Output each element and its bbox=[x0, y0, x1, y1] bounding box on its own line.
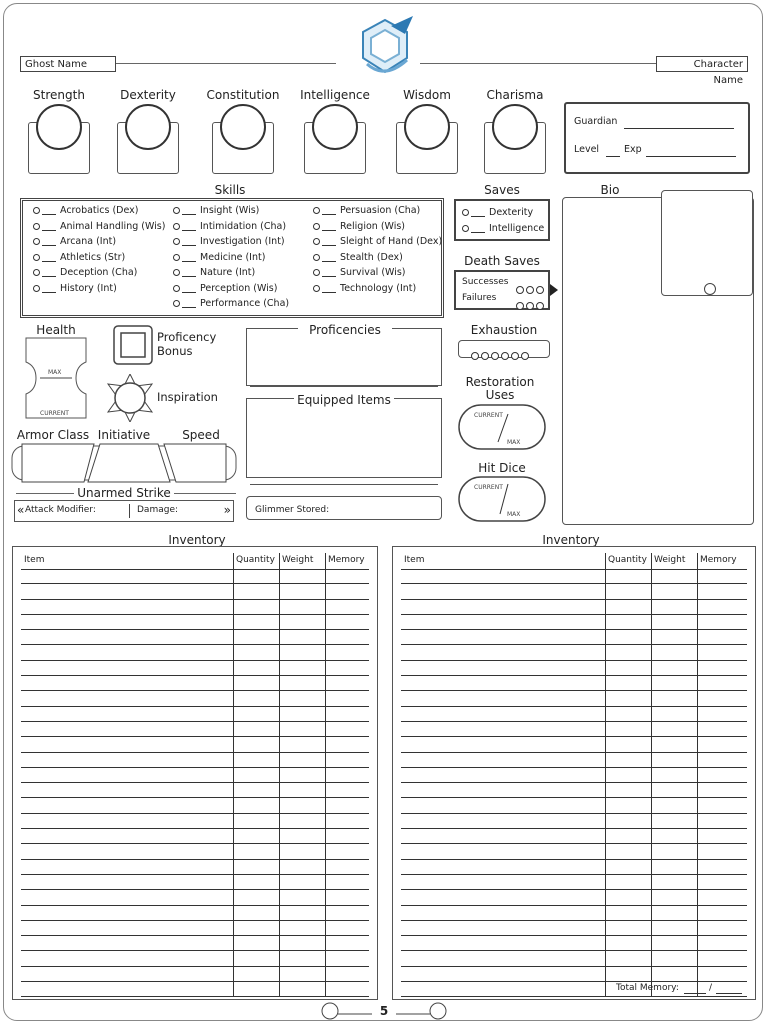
table-row[interactable] bbox=[21, 875, 369, 890]
table-row[interactable] bbox=[401, 814, 747, 829]
table-row[interactable] bbox=[401, 890, 747, 905]
table-row[interactable] bbox=[21, 936, 369, 951]
page-number: 5 bbox=[379, 1004, 389, 1018]
skills-column-1 bbox=[33, 203, 165, 296]
skill-modifier-blank[interactable] bbox=[322, 253, 336, 262]
skill-label: Persuasion (Cha) bbox=[340, 205, 421, 216]
damage-label: Damage: bbox=[137, 505, 179, 515]
skill-performance[interactable] bbox=[173, 296, 289, 312]
exhaustion-bubble-2[interactable] bbox=[481, 352, 489, 360]
table-row[interactable] bbox=[21, 951, 369, 966]
ghost-emblem-logo bbox=[355, 14, 415, 80]
table-row[interactable] bbox=[21, 906, 369, 921]
inventory-header bbox=[401, 553, 747, 570]
proficiency-bubble[interactable] bbox=[173, 300, 180, 307]
table-row[interactable] bbox=[401, 737, 747, 752]
exp-input[interactable] bbox=[646, 156, 736, 157]
skill-arcana[interactable] bbox=[33, 234, 165, 250]
portrait-lock-icon bbox=[704, 283, 716, 295]
exhaustion-bubble-1[interactable] bbox=[471, 352, 479, 360]
guardian-box bbox=[564, 102, 750, 174]
death-saves-box bbox=[454, 270, 550, 310]
inventory-column-weight: Weight bbox=[282, 555, 314, 565]
ability-dexterity-score[interactable] bbox=[125, 104, 171, 150]
table-row[interactable] bbox=[401, 707, 747, 722]
ability-constitution-score[interactable] bbox=[220, 104, 266, 150]
table-row[interactable] bbox=[401, 875, 747, 890]
table-row[interactable] bbox=[21, 890, 369, 905]
skill-animal-handling[interactable] bbox=[33, 219, 165, 235]
save-modifier-blank[interactable] bbox=[471, 224, 485, 233]
failure-bubbles bbox=[514, 295, 544, 314]
skill-sleight-of-hand[interactable] bbox=[313, 234, 442, 250]
hit-dice-title: Hit Dice bbox=[478, 461, 526, 475]
attack-modifier-label: Attack Modifier: bbox=[25, 505, 96, 515]
hit-dice-frame[interactable] bbox=[456, 474, 548, 524]
success-bubble-2[interactable] bbox=[526, 286, 534, 294]
table-row[interactable] bbox=[21, 967, 369, 982]
skill-label: Insight (Wis) bbox=[200, 205, 260, 216]
inventory-column-divider bbox=[279, 553, 280, 997]
skill-modifier-blank[interactable] bbox=[322, 237, 336, 246]
failure-bubble-2[interactable] bbox=[526, 302, 534, 310]
chevron-right-icon: » bbox=[223, 503, 231, 517]
unarmed-strike-box bbox=[14, 500, 234, 522]
inventory-header bbox=[21, 553, 369, 570]
table-row[interactable] bbox=[21, 707, 369, 722]
inventory-column-quantity: Quantity bbox=[236, 555, 275, 565]
table-row[interactable] bbox=[401, 676, 747, 691]
table-row[interactable] bbox=[21, 860, 369, 875]
skill-modifier-blank[interactable] bbox=[42, 268, 56, 277]
inventory-column-memory: Memory bbox=[700, 555, 737, 565]
save-dexterity[interactable] bbox=[462, 205, 533, 221]
proficiency-bubble[interactable] bbox=[313, 269, 320, 276]
table-row[interactable] bbox=[401, 569, 747, 584]
total-memory-max-input[interactable] bbox=[716, 993, 742, 994]
skill-modifier-blank[interactable] bbox=[42, 237, 56, 246]
skill-modifier-blank[interactable] bbox=[182, 206, 196, 215]
restoration-max-label: MAX bbox=[507, 439, 521, 446]
table-row[interactable] bbox=[21, 737, 369, 752]
inventory-column-divider bbox=[651, 553, 652, 997]
table-row[interactable] bbox=[21, 844, 369, 859]
inventory-column-quantity: Quantity bbox=[608, 555, 647, 565]
table-row[interactable] bbox=[21, 630, 369, 645]
table-row[interactable] bbox=[21, 768, 369, 783]
combat-stats-frame bbox=[8, 440, 240, 486]
skill-history[interactable] bbox=[33, 281, 165, 297]
ghost-name-label: Ghost Name bbox=[25, 59, 88, 70]
skill-stealth[interactable] bbox=[313, 250, 442, 266]
table-row[interactable] bbox=[21, 814, 369, 829]
proficiencies-base bbox=[250, 386, 438, 387]
skill-modifier-blank[interactable] bbox=[322, 222, 336, 231]
save-intelligence[interactable] bbox=[462, 221, 544, 237]
skill-medicine[interactable] bbox=[173, 250, 289, 266]
failures-label: Failures bbox=[462, 293, 497, 303]
save-modifier-blank[interactable] bbox=[471, 208, 485, 217]
proficiency-bubble[interactable] bbox=[173, 207, 180, 214]
proficiency-bubble[interactable] bbox=[173, 254, 180, 261]
inspiration-frame[interactable] bbox=[106, 374, 154, 422]
table-row[interactable] bbox=[21, 676, 369, 691]
proficiency-bubble[interactable] bbox=[313, 254, 320, 261]
exhaustion-bubble-5[interactable] bbox=[511, 352, 519, 360]
failure-bubble-1[interactable] bbox=[516, 302, 524, 310]
table-row[interactable] bbox=[21, 600, 369, 615]
proficiency-bubble[interactable] bbox=[33, 238, 40, 245]
table-row[interactable] bbox=[401, 661, 747, 676]
ability-charisma-label: Charisma bbox=[486, 88, 544, 102]
skill-modifier-blank[interactable] bbox=[42, 253, 56, 262]
table-row[interactable] bbox=[401, 921, 747, 936]
proficiency-bubble[interactable] bbox=[313, 238, 320, 245]
table-row[interactable] bbox=[401, 722, 747, 737]
exp-label: Exp bbox=[624, 144, 642, 155]
proficiency-title-line2: Bonus bbox=[157, 344, 193, 358]
skill-modifier-blank[interactable] bbox=[322, 284, 336, 293]
guardian-label: Guardian bbox=[574, 116, 618, 127]
total-memory-label: Total Memory: bbox=[616, 983, 679, 993]
ability-constitution-label: Constitution bbox=[206, 88, 280, 102]
skill-label: Athletics (Str) bbox=[60, 251, 126, 263]
table-row[interactable] bbox=[401, 951, 747, 966]
inventory-column-weight: Weight bbox=[654, 555, 686, 565]
character-name-field[interactable] bbox=[656, 56, 748, 86]
skill-label: Deception (Cha) bbox=[60, 267, 138, 278]
skill-label: Perception (Wis) bbox=[200, 282, 278, 294]
skill-modifier-blank[interactable] bbox=[42, 222, 56, 231]
inventory-rows bbox=[401, 569, 747, 997]
skill-modifier-blank[interactable] bbox=[42, 284, 56, 293]
table-row[interactable] bbox=[21, 722, 369, 737]
skills-column-3 bbox=[313, 203, 442, 296]
skill-modifier-blank[interactable] bbox=[182, 284, 196, 293]
skills-column-2 bbox=[173, 203, 289, 312]
table-row[interactable] bbox=[401, 844, 747, 859]
inventory-right-title: Inventory bbox=[542, 533, 600, 547]
inventory-table-right bbox=[392, 546, 756, 1000]
proficiency-bubble[interactable] bbox=[33, 285, 40, 292]
save-bubble[interactable] bbox=[462, 209, 469, 216]
inventory-table-left bbox=[12, 546, 378, 1000]
save-label: Intelligence bbox=[489, 223, 545, 234]
total-memory-slash: / bbox=[709, 983, 713, 993]
table-row[interactable] bbox=[21, 615, 369, 630]
skill-label: Arcana (Int) bbox=[60, 236, 117, 247]
skill-investigation[interactable] bbox=[173, 234, 289, 250]
guardian-input[interactable] bbox=[624, 128, 734, 129]
skill-perception[interactable] bbox=[173, 281, 289, 297]
table-row[interactable] bbox=[401, 645, 747, 660]
header-rule-left bbox=[116, 63, 336, 64]
table-row[interactable] bbox=[401, 630, 747, 645]
skill-label: Acrobatics (Dex) bbox=[60, 205, 139, 216]
proficiency-bonus-frame[interactable] bbox=[112, 324, 154, 366]
table-row[interactable] bbox=[21, 645, 369, 660]
exhaustion-track bbox=[458, 340, 550, 358]
skill-acrobatics[interactable] bbox=[33, 203, 165, 219]
hit-dice-current-label: CURRENT bbox=[474, 484, 503, 491]
table-row[interactable] bbox=[401, 615, 747, 630]
proficiency-bubble[interactable] bbox=[313, 223, 320, 230]
exhaustion-bubble-3[interactable] bbox=[491, 352, 499, 360]
chevron-left-icon: « bbox=[17, 503, 25, 517]
restoration-current-label: CURRENT bbox=[474, 412, 503, 419]
skill-deception[interactable] bbox=[33, 265, 165, 281]
ability-intelligence-score[interactable] bbox=[312, 104, 358, 150]
armor-class-title: Armor Class bbox=[16, 428, 90, 442]
table-row[interactable] bbox=[401, 691, 747, 706]
header-rule-right bbox=[420, 63, 656, 64]
exhaustion-title: Exhaustion bbox=[470, 323, 538, 337]
ability-intelligence-label: Intelligence bbox=[300, 88, 370, 102]
health-title: Health bbox=[36, 323, 76, 337]
table-row[interactable] bbox=[21, 921, 369, 936]
skill-label: Stealth (Dex) bbox=[340, 251, 403, 263]
table-row[interactable] bbox=[401, 829, 747, 844]
ability-dexterity-label: Dexterity bbox=[120, 88, 176, 102]
skill-nature[interactable] bbox=[173, 265, 289, 281]
skill-label: Religion (Wis) bbox=[340, 220, 406, 232]
inventory-column-divider bbox=[233, 553, 234, 997]
skill-label: Intimidation (Cha) bbox=[200, 220, 287, 232]
health-frame bbox=[20, 336, 92, 420]
exhaustion-bubble-4[interactable] bbox=[501, 352, 509, 360]
inventory-column-memory: Memory bbox=[328, 555, 365, 565]
table-row[interactable] bbox=[401, 600, 747, 615]
table-row[interactable] bbox=[401, 936, 747, 951]
skill-athletics[interactable] bbox=[33, 250, 165, 266]
inventory-column-item: Item bbox=[24, 555, 45, 565]
proficiency-bubble[interactable] bbox=[33, 207, 40, 214]
proficiency-bubble[interactable] bbox=[313, 285, 320, 292]
equipped-items-title: Equipped Items bbox=[294, 393, 394, 407]
glimmer-box[interactable] bbox=[246, 496, 442, 520]
proficiency-bubble[interactable] bbox=[173, 238, 180, 245]
skill-religion[interactable] bbox=[313, 219, 442, 235]
table-row[interactable] bbox=[401, 768, 747, 783]
save-label: Dexterity bbox=[489, 207, 534, 218]
ability-charisma-score[interactable] bbox=[492, 104, 538, 150]
save-bubble[interactable] bbox=[462, 225, 469, 232]
success-bubble-3[interactable] bbox=[536, 286, 544, 294]
table-row[interactable] bbox=[401, 753, 747, 768]
table-row[interactable] bbox=[401, 783, 747, 798]
table-row[interactable] bbox=[21, 691, 369, 706]
table-row[interactable] bbox=[21, 829, 369, 844]
skill-label: Survival (Wis) bbox=[340, 267, 406, 278]
table-row[interactable] bbox=[21, 569, 369, 584]
table-row[interactable] bbox=[21, 798, 369, 813]
skill-survival[interactable] bbox=[313, 265, 442, 281]
proficiency-bubble[interactable] bbox=[173, 223, 180, 230]
table-row[interactable] bbox=[21, 584, 369, 599]
unarmed-strike-title: Unarmed Strike bbox=[74, 486, 174, 500]
table-row[interactable] bbox=[401, 906, 747, 921]
unarmed-divider bbox=[129, 504, 130, 518]
skill-label: Medicine (Int) bbox=[200, 251, 266, 263]
glimmer-stored-label: Glimmer Stored: bbox=[255, 505, 330, 515]
restoration-uses-title bbox=[460, 376, 540, 402]
level-label: Level bbox=[574, 144, 600, 155]
failure-bubble-3[interactable] bbox=[536, 302, 544, 310]
ability-wisdom-score[interactable] bbox=[404, 104, 450, 150]
inventory-column-divider bbox=[605, 553, 606, 997]
equipped-items-box[interactable] bbox=[246, 398, 442, 478]
proficiency-title-line1: Proficency bbox=[157, 330, 217, 344]
hit-dice-max-label: MAX bbox=[507, 511, 521, 518]
skill-technology[interactable] bbox=[313, 281, 442, 297]
skill-modifier-blank[interactable] bbox=[182, 268, 196, 277]
skill-label: Performance (Cha) bbox=[200, 298, 290, 309]
restoration-title-line1: Restoration bbox=[465, 375, 535, 389]
health-current-label: CURRENT bbox=[40, 410, 69, 417]
table-row[interactable] bbox=[401, 860, 747, 875]
proficiencies-title: Proficencies bbox=[298, 323, 392, 337]
table-row[interactable] bbox=[21, 753, 369, 768]
skill-insight[interactable] bbox=[173, 203, 289, 219]
saves-title: Saves bbox=[484, 183, 520, 197]
skills-title: Skills bbox=[214, 183, 246, 197]
skill-label: Investigation (Int) bbox=[200, 236, 285, 247]
success-bubble-1[interactable] bbox=[516, 286, 524, 294]
skill-label: Animal Handling (Wis) bbox=[60, 220, 166, 232]
proficiency-bubble[interactable] bbox=[173, 285, 180, 292]
inspiration-title: Inspiration bbox=[157, 390, 218, 404]
restoration-title-line2: Uses bbox=[485, 388, 515, 402]
ability-strength-label: Strength bbox=[33, 88, 85, 102]
equipped-items-base bbox=[250, 484, 438, 485]
proficiency-bonus-title bbox=[157, 330, 216, 358]
proficiency-bubble[interactable] bbox=[33, 269, 40, 276]
table-row[interactable] bbox=[401, 798, 747, 813]
health-max-label: MAX bbox=[48, 369, 62, 376]
ghost-name-field[interactable] bbox=[20, 56, 116, 72]
skill-modifier-blank[interactable] bbox=[182, 222, 196, 231]
saves-box bbox=[454, 199, 550, 241]
inventory-column-item: Item bbox=[404, 555, 425, 565]
skill-modifier-blank[interactable] bbox=[322, 268, 336, 277]
proficiency-bubble[interactable] bbox=[33, 254, 40, 261]
skill-intimidation[interactable] bbox=[173, 219, 289, 235]
speed-title: Speed bbox=[182, 428, 220, 442]
character-name-label: Character Name bbox=[693, 59, 743, 86]
exhaustion-bubble-6[interactable] bbox=[521, 352, 529, 360]
ability-wisdom-label: Wisdom bbox=[403, 88, 451, 102]
skill-modifier-blank[interactable] bbox=[322, 206, 336, 215]
level-input[interactable] bbox=[606, 156, 620, 157]
inventory-left-title: Inventory bbox=[168, 533, 226, 547]
proficiency-bubble[interactable] bbox=[173, 269, 180, 276]
initiative-title: Initiative bbox=[97, 428, 151, 442]
proficiency-bubble[interactable] bbox=[313, 207, 320, 214]
inventory-rows bbox=[21, 569, 369, 997]
skill-label: Sleight of Hand (Dex) bbox=[340, 236, 443, 247]
bio-title: Bio bbox=[600, 183, 620, 197]
restoration-uses-frame[interactable] bbox=[456, 402, 548, 452]
skills-box bbox=[20, 198, 444, 318]
skill-modifier-blank[interactable] bbox=[182, 253, 196, 262]
skill-label: Nature (Int) bbox=[200, 267, 256, 278]
table-row[interactable] bbox=[21, 982, 369, 997]
skill-label: History (Int) bbox=[60, 282, 117, 294]
table-row[interactable] bbox=[21, 661, 369, 676]
bio-portrait-frame bbox=[661, 190, 753, 296]
bio-box[interactable] bbox=[562, 197, 754, 525]
skill-persuasion[interactable] bbox=[313, 203, 442, 219]
inventory-column-divider bbox=[697, 553, 698, 997]
skill-label: Technology (Int) bbox=[340, 282, 417, 294]
table-row[interactable] bbox=[401, 967, 747, 982]
proficiency-bubble[interactable] bbox=[33, 223, 40, 230]
ability-strength-score[interactable] bbox=[36, 104, 82, 150]
table-row[interactable] bbox=[401, 982, 747, 997]
skill-modifier-blank[interactable] bbox=[182, 299, 196, 308]
triangle-marker-icon bbox=[550, 284, 558, 296]
skill-modifier-blank[interactable] bbox=[182, 237, 196, 246]
table-row[interactable] bbox=[401, 584, 747, 599]
death-saves-title: Death Saves bbox=[464, 254, 540, 268]
total-memory-used-input[interactable] bbox=[684, 993, 706, 994]
inventory-column-divider bbox=[325, 553, 326, 997]
table-row[interactable] bbox=[21, 783, 369, 798]
skill-modifier-blank[interactable] bbox=[42, 206, 56, 215]
successes-label: Successes bbox=[462, 277, 509, 287]
